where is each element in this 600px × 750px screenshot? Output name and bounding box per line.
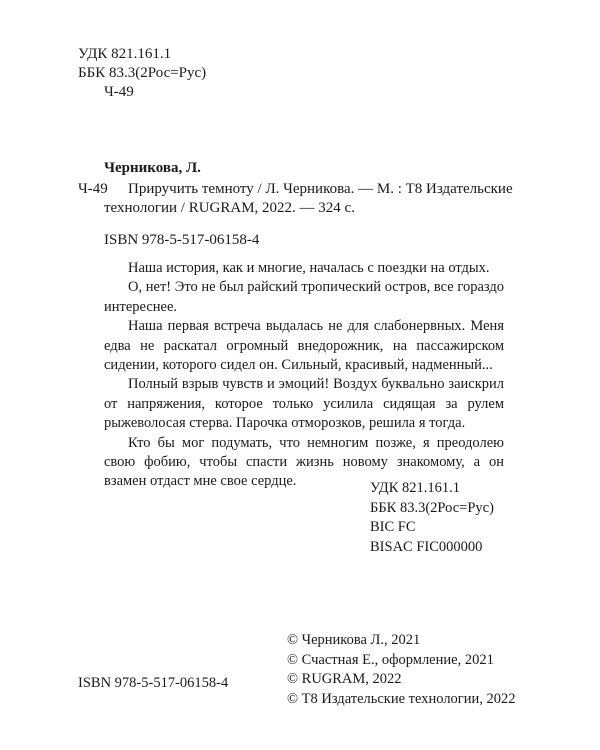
classification-bisac: BISAC FIC000000: [370, 539, 483, 556]
top-bbk-code: ББК 83.3(2Рос=Рус): [78, 65, 207, 81]
classification-bbk: ББК 83.3(2Рос=Рус): [370, 499, 494, 516]
top-author-mark: Ч-49: [104, 84, 134, 100]
bibliographic-line-2: технологии / RUGRAM, 2022. — 324 с.: [104, 200, 355, 216]
record-author-mark: Ч-49: [78, 181, 108, 197]
annotation: [104, 259, 504, 492]
author-name: Черникова, Л.: [104, 160, 201, 176]
isbn-main: ISBN 978-5-517-06158-4: [104, 232, 260, 248]
annotation-paragraph: Наша первая встреча выдалась не для слабонервных. Меня едва не раскатал огромный внедорожник, на пассажирском сидении, которого сидел он. Сильный, красивый, надменный...: [104, 318, 504, 374]
copyright-line: © RUGRAM, 2022: [287, 671, 402, 688]
classification-bic: BIC FC: [370, 519, 416, 536]
copyright-line: © Т8 Издательские технологии, 2022: [287, 690, 516, 707]
classification-udk: УДК 821.161.1: [370, 480, 460, 496]
copyright-line: © Черникова Л., 2021: [287, 632, 421, 648]
copyright-block: [287, 631, 516, 709]
classification-block: [370, 479, 494, 558]
annotation-paragraph: Наша история, как и многие, началась с поездки на отдых.: [128, 260, 490, 276]
copyright-line: © Счастная Е., оформление, 2021: [287, 651, 494, 668]
bibliographic-line-1: Приручить темноту / Л. Черникова. — М. : Т8 Издательские: [128, 181, 513, 197]
isbn-bottom: ISBN 978-5-517-06158-4: [78, 675, 229, 691]
annotation-paragraph: О, нет! Это не был райский тропический остров, все гораздо интереснее.: [104, 279, 504, 315]
annotation-paragraph: Полный взрыв чувств и эмоций! Воздух буквально заискрил от напряжения, которое только усилила сидящая за рулем рыжеволосая стерва. Парочка отморозков, решила я тогда.: [104, 376, 504, 432]
annotation-paragraph: Кто бы мог подумать, что немногим позже, я преодолею свою фобию, чтобы спасти жизнь новому знакомому, а он взамен отдаст мне свое сердце.: [104, 434, 504, 490]
top-udk-code: УДК 821.161.1: [78, 46, 172, 62]
